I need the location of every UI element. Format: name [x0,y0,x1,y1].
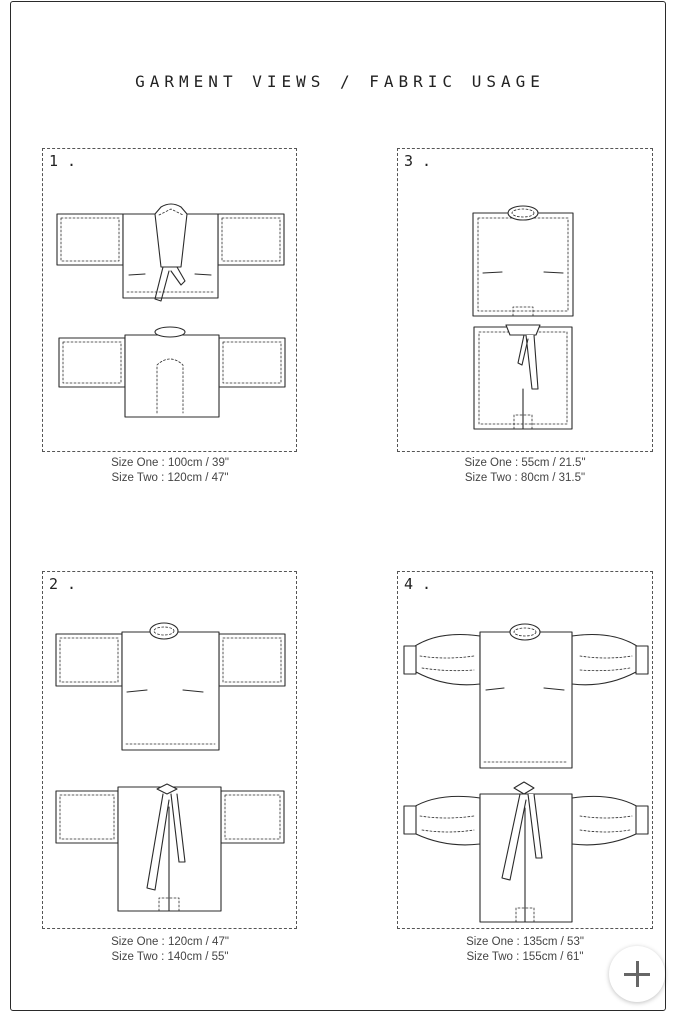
size-one-text: Size One : 55cm / 21.5" [464,457,586,469]
fabric-usage-caption-3 [397,456,653,485]
view-panel-2 [42,571,297,929]
size-one-text: Size One : 135cm / 53" [466,936,584,948]
size-two-text: Size Two : 155cm / 61" [466,950,584,963]
view-number: 3 . [404,152,432,170]
balloon-sleeve-jacket-sketch [398,572,654,930]
fabric-usage-caption-1 [42,456,298,485]
kimono-jacket-sketch [43,149,298,453]
vest-top-sketch [398,149,654,453]
view-number: 4 . [404,575,432,593]
view-number: 1 . [49,152,77,170]
view-panel-3 [397,148,653,452]
plus-icon[interactable] [609,946,665,1002]
page-title: GARMENT VIEWS / FABRIC USAGE [135,72,545,91]
size-two-text: Size Two : 80cm / 31.5" [464,471,586,484]
size-two-text: Size Two : 140cm / 55" [111,950,229,963]
view-panel-1 [42,148,297,452]
view-number: 2 . [49,575,77,593]
fabric-usage-caption-2 [42,935,298,964]
view-panel-4 [397,571,653,929]
size-one-text: Size One : 100cm / 39" [111,457,229,469]
size-one-text: Size One : 120cm / 47" [111,936,229,948]
size-two-text: Size Two : 120cm / 47" [111,471,229,484]
boxy-top-sketch [43,572,298,930]
